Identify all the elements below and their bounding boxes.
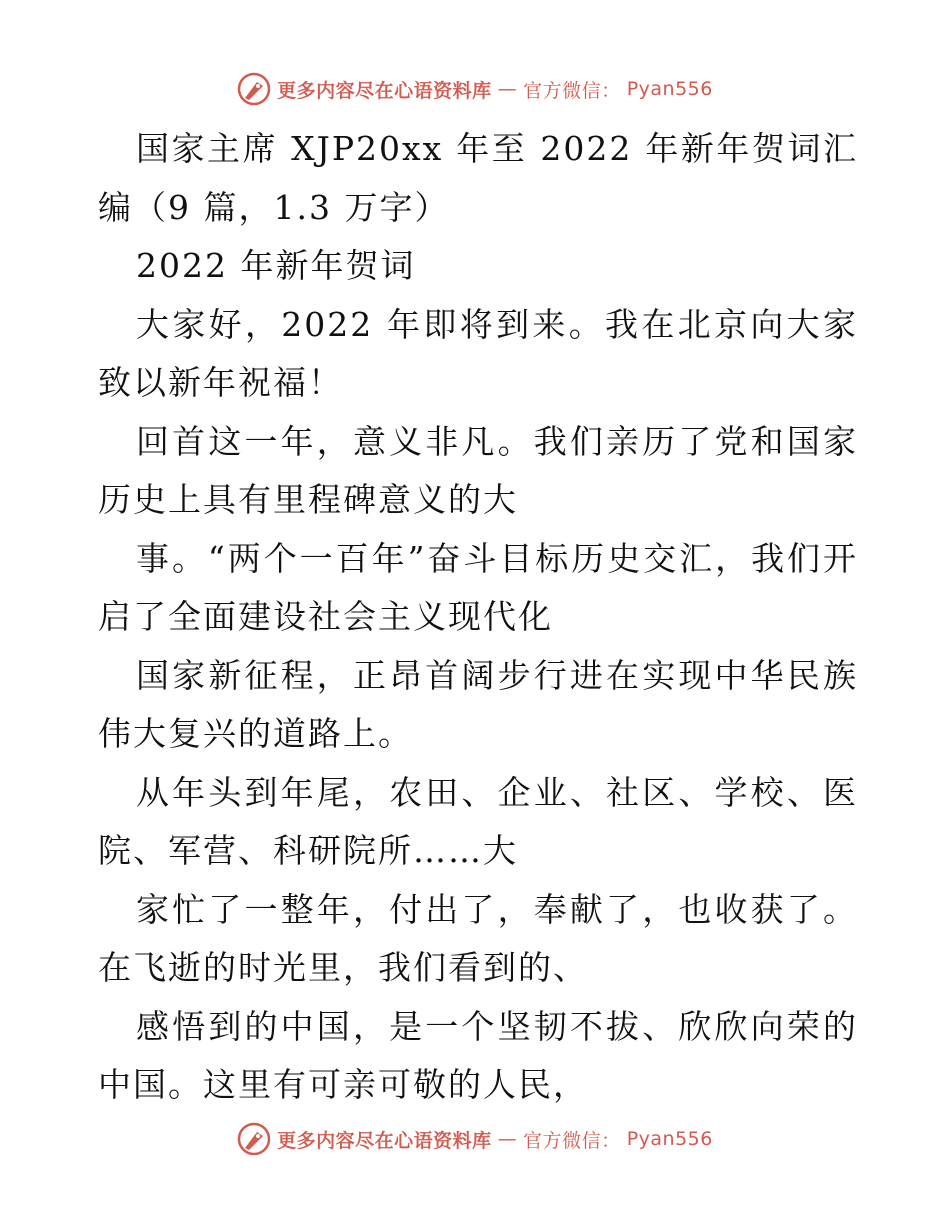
paragraph: 家忙了一整年，付出了，奉献了，也收获了。在飞逝的时光里，我们看到的、 <box>98 889 858 987</box>
watermark-wechat-id: Pyan556 <box>626 1128 713 1150</box>
section-heading: 2022 年新年贺词 <box>136 246 416 285</box>
watermark-dash: — <box>497 78 518 100</box>
watermark-dash: — <box>497 1128 518 1150</box>
paragraph: 感悟到的中国，是一个坚韧不拔、欣欣向荣的中国。这里有可亲可敬的人民， <box>98 1006 858 1104</box>
footer-watermark <box>0 1122 950 1156</box>
paragraph: 回首这一年，意义非凡。我们亲历了党和国家历史上具有里程碑意义的大 <box>98 421 858 519</box>
header-watermark <box>0 72 950 106</box>
paragraph: 国家新征程，正昂首阔步行进在实现中华民族伟大复兴的道路上。 <box>98 655 858 753</box>
watermark-main-text: 更多内容尽在心语资料库 <box>277 79 492 102</box>
watermark-wechat-label: 官方微信： <box>523 1129 621 1152</box>
pen-nib-logo-icon <box>237 72 271 106</box>
pen-nib-logo-icon <box>237 1122 271 1156</box>
document-title: 国家主席 XJP20xx 年至 2022 年新年贺词汇编（9 篇，1.3 万字） <box>98 129 858 227</box>
document-body <box>98 120 858 1115</box>
paragraph: 事。“两个一百年”奋斗目标历史交汇，我们开启了全面建设社会主义现代化 <box>98 538 858 636</box>
watermark-wechat-label: 官方微信： <box>523 79 621 102</box>
watermark-main-text: 更多内容尽在心语资料库 <box>277 1129 492 1152</box>
watermark-wechat-id: Pyan556 <box>626 78 713 100</box>
paragraph: 大家好，2022 年即将到来。我在北京向大家致以新年祝福！ <box>98 304 858 402</box>
paragraph: 从年头到年尾，农田、企业、社区、学校、医院、军营、科研院所……大 <box>98 772 858 870</box>
